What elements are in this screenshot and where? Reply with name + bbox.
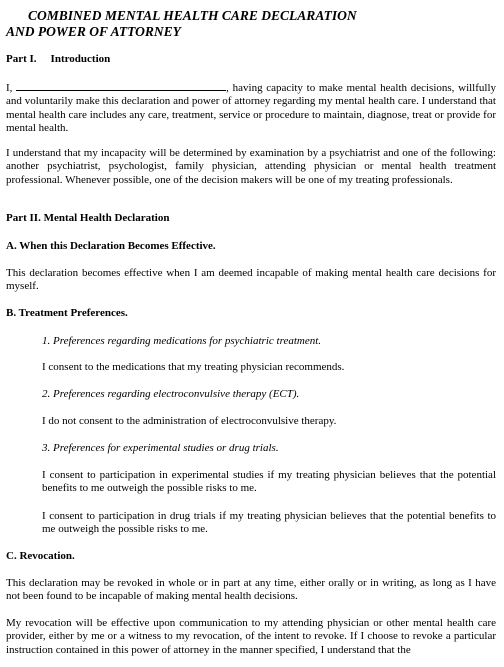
pref1-text: I consent to the medications that my treating physician recommends.	[42, 361, 345, 373]
part2-heading: Part II. Mental Health Declaration	[6, 212, 170, 224]
intro-text: , having capacity to make mental health decisions, willfully and voluntarily make this declaration and power of attorney regarding my mental health care. I understand that mental health care includes any care, treatment, service or procedure to maintain, diagnose, treat or provide for mental health.	[6, 82, 497, 135]
pref2-title: 2. Preferences regarding electroconvulsive therapy (ECT).	[42, 388, 300, 400]
revocation-paragraph-1: This declaration may be revoked in whole or in part at any time, either orally or in writing, as long as I have not been found to be incapable of making mental health decisions.	[6, 577, 496, 603]
part1-heading	[6, 53, 110, 66]
intro-paragraph	[6, 81, 496, 136]
document-title-line1: COMBINED MENTAL HEALTH CARE DECLARATION	[28, 8, 357, 23]
name-blank-line	[16, 81, 226, 91]
pref3-title: 3. Preferences for experimental studies or drug trials.	[42, 442, 279, 454]
pref3-trials-paragraph: I consent to participation in drug trials if my treating physician believes that the potential benefits to me outweigh the possible risks to me.	[42, 510, 496, 536]
document-title-line2: AND POWER OF ATTORNEY	[6, 24, 181, 39]
section-b-heading: B. Treatment Preferences.	[6, 307, 128, 319]
pref1-title: 1. Preferences regarding medications for psychiatric treatment.	[42, 335, 322, 347]
pref2-text: I do not consent to the administration of electroconvulsive therapy.	[42, 415, 337, 427]
section-a-paragraph: This declaration becomes effective when I am deemed incapable of making mental health care decisions for myself.	[6, 267, 496, 293]
part1-heading-label: Introduction	[50, 53, 111, 65]
revocation-paragraph-2: My revocation will be effective upon communication to my attending physician or other mental health care provider, either by me or a witness to my revocation, of the intent to revoke. If I choose to revoke a particular instruction contained in this power of attorney in the manner specified, I understand that the	[6, 617, 496, 656]
part1-heading-number: Part I.	[6, 53, 37, 65]
section-c-heading: C. Revocation.	[6, 550, 75, 562]
pref3-studies-paragraph: I consent to participation in experimental studies if my treating physician believes that the potential benefits to me outweigh the possible risks to me.	[42, 469, 496, 495]
incapacity-paragraph: I understand that my incapacity will be determined by examination by a psychiatrist and one of the following: another psychiatrist, psychologist, family physician, attending physician or mental health treatment professional. Whenever possible, one of the decision makers will be one of my treating professionals.	[6, 147, 496, 186]
section-a-heading: A. When this Declaration Becomes Effective.	[6, 240, 216, 252]
intro-prefix: I,	[6, 82, 13, 94]
